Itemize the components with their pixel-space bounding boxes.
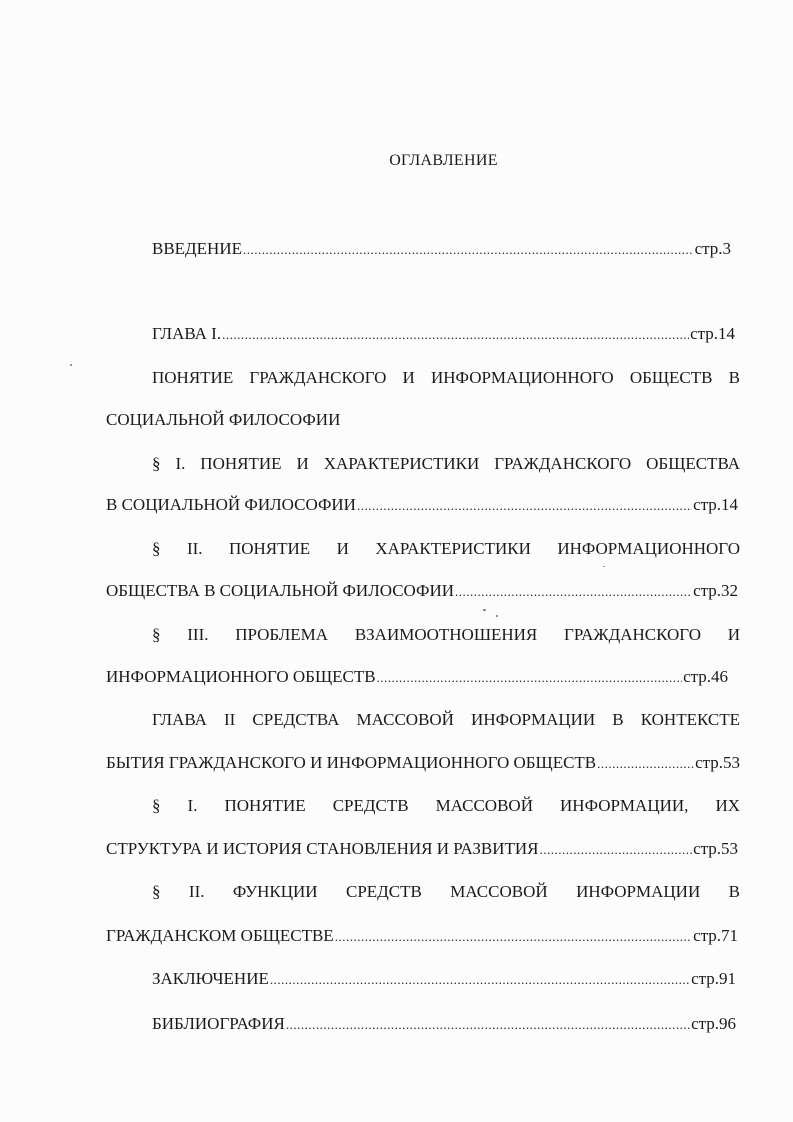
toc-chapter-1-title-line-1: ПОНЯТИЕ ГРАЖДАНСКОГО И ИНФОРМАЦИОННОГО ОБЩЕСТВ В [152, 368, 740, 387]
scan-speck [603, 566, 605, 567]
dot-leader [243, 239, 694, 261]
toc-entry-page: стр.3 [694, 239, 731, 258]
toc-section-2-2-line-1: § II. ФУНКЦИИ СРЕДСТВ МАССОВОЙ ИНФОРМАЦИИ В [152, 882, 740, 901]
toc-entry-page: стр.53 [695, 753, 740, 772]
toc-section-1-2-line-1: § II. ПОНЯТИЕ И ХАРАКТЕРИСТИКИ ИНФОРМАЦИОННОГО [152, 539, 740, 558]
toc-entry-text: БЫТИЯ ГРАЖДАНСКОГО И ИНФОРМАЦИОННОГО ОБЩЕСТВ [106, 753, 597, 772]
scan-speck [483, 609, 486, 611]
toc-section-1-1-line-2 [106, 494, 738, 516]
toc-entry-text: В СОЦИАЛЬНОЙ ФИЛОСОФИИ [106, 495, 356, 514]
page-title: ОГЛАВЛЕНИЕ [389, 152, 498, 169]
scan-speck [496, 615, 498, 617]
toc-entry-text: ВВЕДЕНИЕ [152, 239, 242, 258]
toc-entry-page: стр.14 [693, 495, 738, 514]
toc-entry-page: стр.14 [690, 324, 735, 343]
toc-entry-page: стр.71 [693, 926, 738, 945]
toc-entry-page: стр.91 [691, 969, 736, 988]
toc-section-1-1-line-1: § I. ПОНЯТИЕ И ХАРАКТЕРИСТИКИ ГРАЖДАНСКОГО ОБЩЕСТВА [152, 454, 740, 473]
toc-entry-page: стр.53 [693, 839, 738, 858]
toc-entry-bibliography [152, 1013, 736, 1035]
dot-leader [357, 495, 692, 517]
toc-entry-text: БИБЛИОГРАФИЯ [152, 1014, 285, 1033]
toc-entry-chapter-1 [152, 323, 735, 345]
toc-entry-page: стр.46 [683, 667, 728, 686]
dot-leader [335, 926, 692, 948]
toc-entry-conclusion [152, 968, 736, 990]
toc-entry-text: ГРАЖДАНСКОМ ОБЩЕСТВЕ [106, 926, 334, 945]
toc-section-1-2-line-2 [106, 580, 738, 602]
dot-leader [270, 969, 690, 991]
toc-entry-text: ОБЩЕСТВА В СОЦИАЛЬНОЙ ФИЛОСОФИИ [106, 581, 455, 600]
toc-entry-page: стр.96 [691, 1014, 736, 1033]
toc-chapter-2-line-2 [106, 752, 740, 774]
dot-leader [597, 753, 694, 775]
toc-section-1-3-line-1: § III. ПРОБЛЕМА ВЗАИМООТНОШЕНИЯ ГРАЖДАНСКОГО И [152, 625, 740, 644]
dot-leader [455, 581, 692, 603]
dot-leader [377, 667, 683, 689]
dot-leader [222, 324, 689, 346]
toc-section-2-2-line-2 [106, 925, 738, 947]
toc-section-2-1-line-2 [106, 838, 738, 860]
toc-entry-text: ГЛАВА I. [152, 324, 222, 343]
toc-entry-introduction [152, 238, 731, 260]
toc-chapter-2-line-1: ГЛАВА II СРЕДСТВА МАССОВОЙ ИНФОРМАЦИИ В КОНТЕКСТЕ [152, 710, 740, 729]
toc-entry-text: ИНФОРМАЦИОННОГО ОБЩЕСТВ [106, 667, 376, 686]
toc-section-1-3-line-2 [106, 666, 728, 688]
toc-entry-text: СТРУКТУРА И ИСТОРИЯ СТАНОВЛЕНИЯ И РАЗВИТИЯ [106, 839, 539, 858]
dot-leader [286, 1014, 690, 1036]
toc-chapter-1-title-line-2: СОЦИАЛЬНОЙ ФИЛОСОФИИ [106, 410, 341, 429]
toc-entry-text: ЗАКЛЮЧЕНИЕ [152, 969, 269, 988]
toc-section-2-1-line-1: § I. ПОНЯТИЕ СРЕДСТВ МАССОВОЙ ИНФОРМАЦИИ, ИХ [152, 796, 740, 815]
toc-entry-page: стр.32 [693, 581, 738, 600]
dot-leader [540, 839, 693, 861]
scan-speck [70, 364, 72, 366]
